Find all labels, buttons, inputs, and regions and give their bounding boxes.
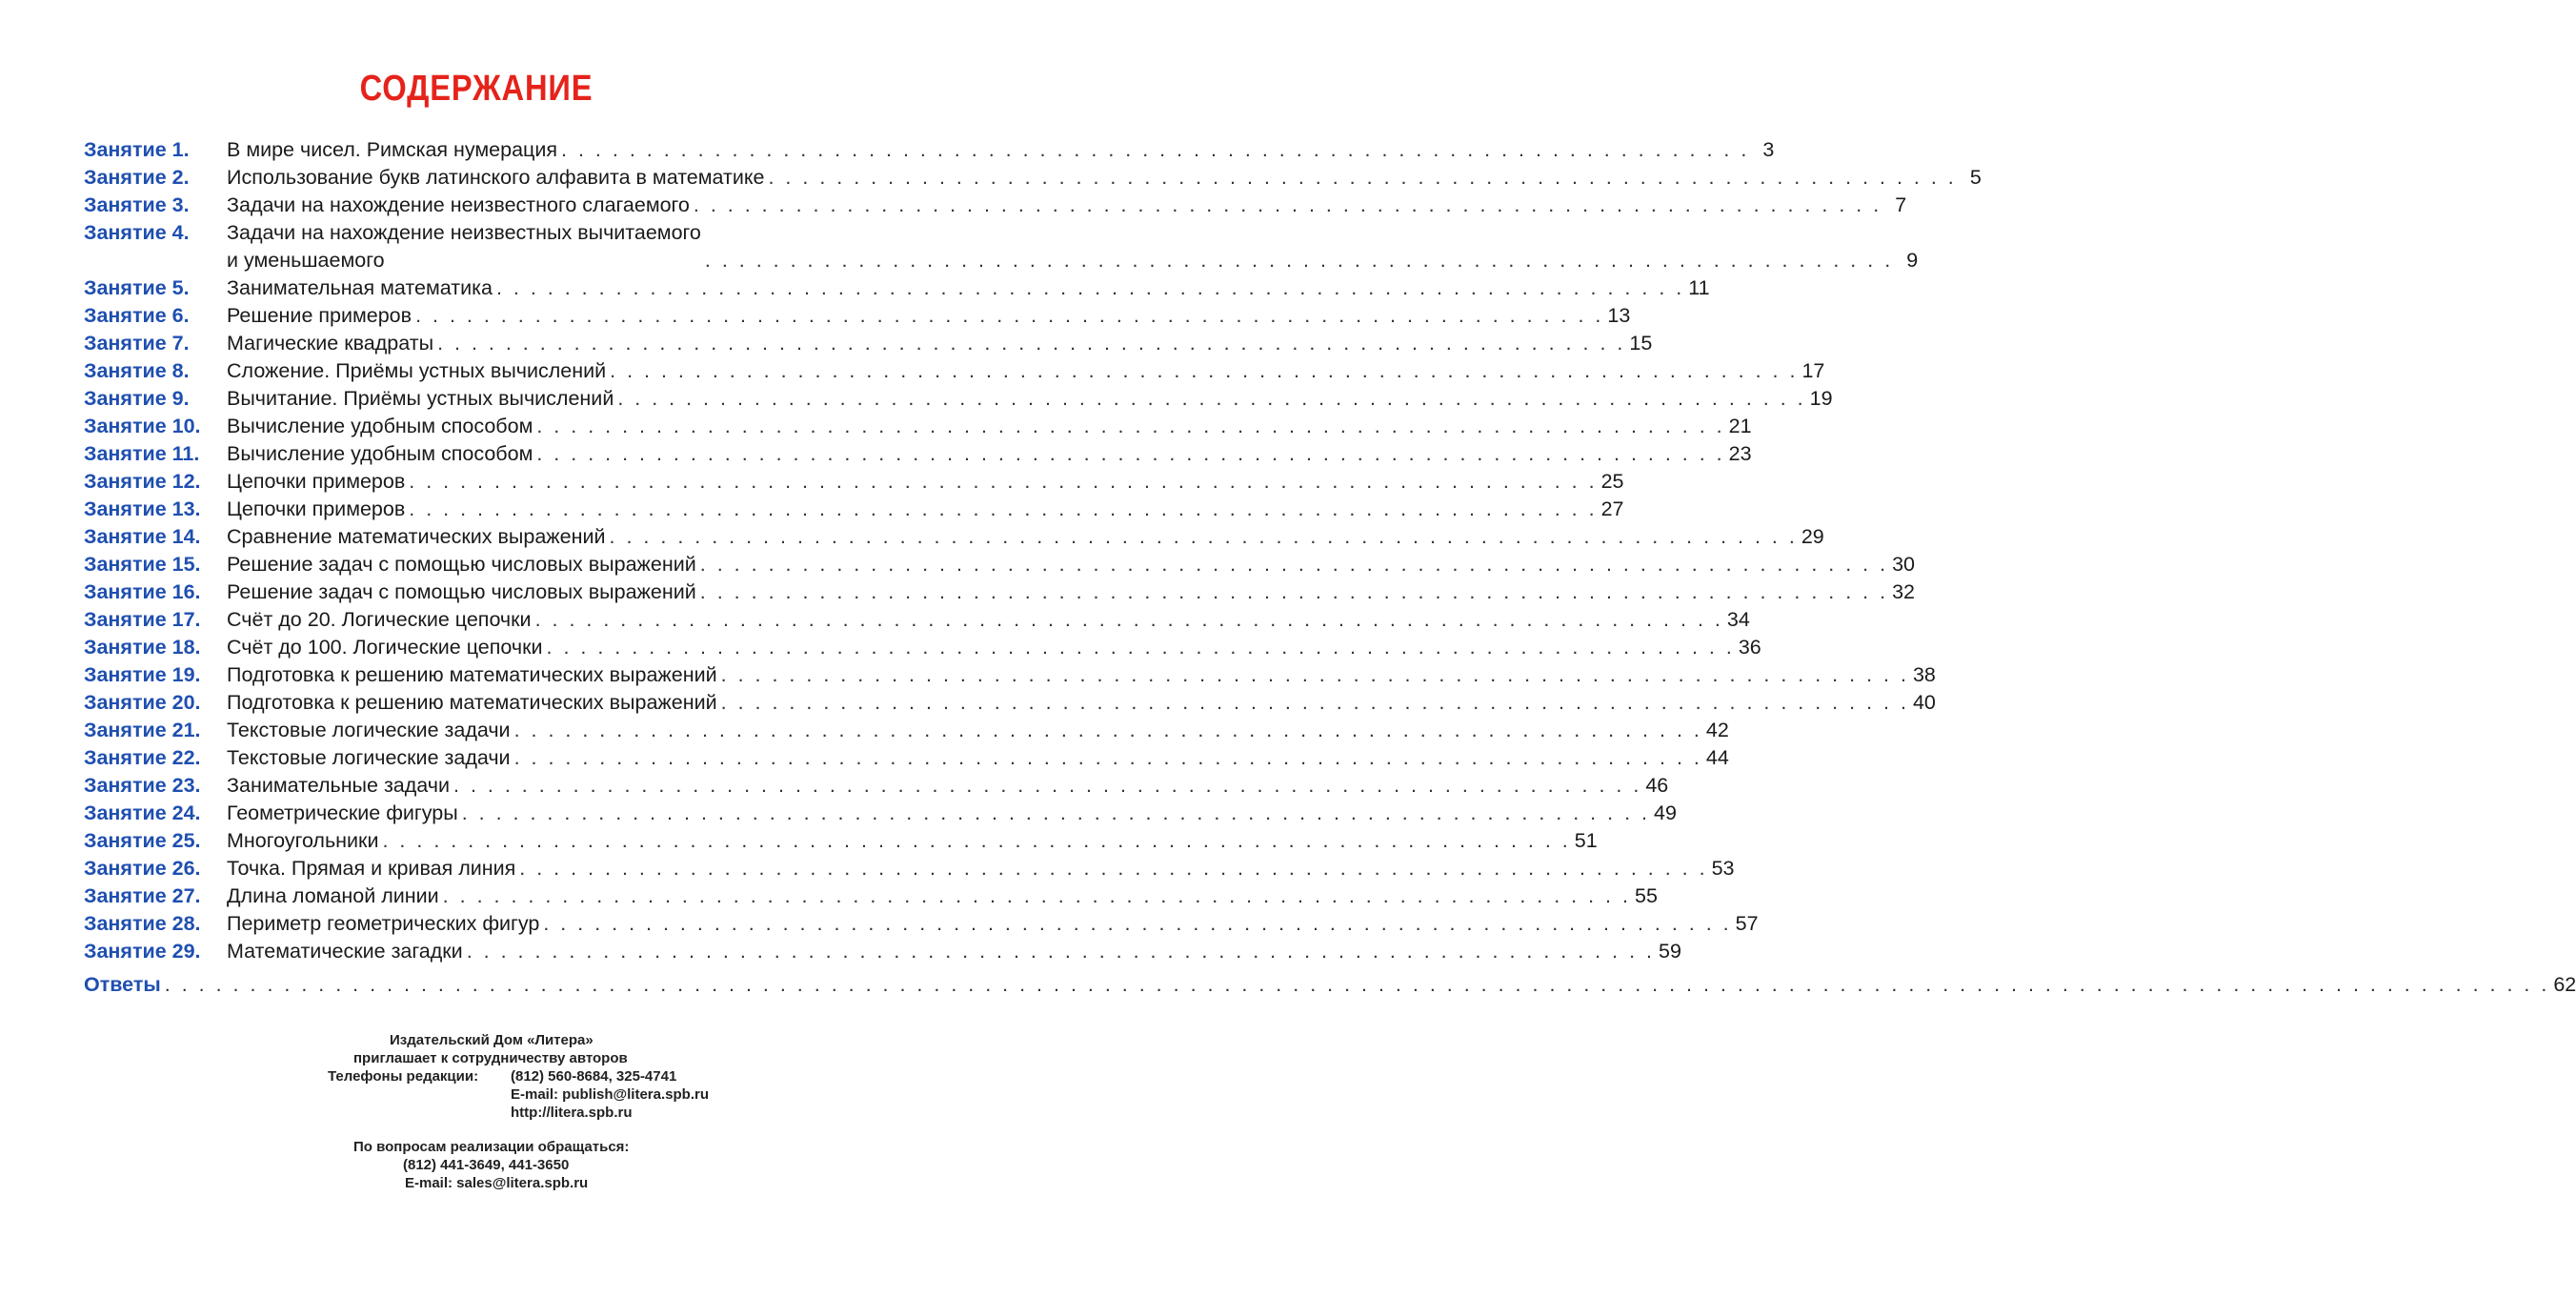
toc-leader-dots: . . . . . . . . . . . . . . . . . . . . . . . . . . . . . . . . . . . . . . . . . . . . . . . . . . . . . . . . . . . . . . . . . . . . . . [720, 663, 1909, 686]
phones-label: Телефоны редакции: [328, 1068, 479, 1085]
toc-topic: В мире чисел. Римская нумерация [227, 138, 558, 161]
toc-row[interactable] [84, 661, 1936, 689]
toc-page-number: 13 [1607, 304, 1631, 327]
toc-topic: Счёт до 100. Логические цепочки [227, 636, 543, 659]
toc-leader-dots: . . . . . . . . . . . . . . . . . . . . . . . . . . . . . . . . . . . . . . . . . . . . . . . . . . . . . . . . . . . . . . . . . . . . . . [382, 829, 1571, 852]
table-of-contents [84, 136, 2576, 999]
toc-lesson-number: Занятие 4. [84, 221, 190, 244]
toc-topic: Периметр геометрических фигур [227, 912, 540, 935]
toc-leader-dots: . . . . . . . . . . . . . . . . . . . . . . . . . . . . . . . . . . . . . . . . . . . . . . . . . . . . . . . . . . . . . . . . . . . . . . [495, 276, 1685, 299]
toc-row[interactable] [84, 800, 1677, 827]
toc-page-number: 5 [1969, 166, 1982, 189]
toc-page-number: 53 [1711, 857, 1735, 880]
toc-row[interactable] [84, 772, 1669, 800]
toc-topic: Вычитание. Приёмы устных вычислений [227, 387, 614, 410]
toc-row[interactable] [84, 302, 1631, 330]
toc-topic: Вычисление удобным способом [227, 442, 533, 465]
toc-page-number: 30 [1892, 553, 1916, 576]
toc-topic: Решение задач с помощью числовых выражений [227, 553, 696, 576]
toc-page-number: 27 [1600, 497, 1624, 520]
toc-lesson-number: Занятие 13. [84, 497, 201, 520]
toc-lesson-number: Занятие 3. [84, 193, 190, 216]
toc-row[interactable] [84, 468, 1624, 496]
toc-row[interactable] [84, 578, 1916, 606]
toc-leader-dots: . . . . . . . . . . . . . . . . . . . . . . . . . . . . . . . . . . . . . . . . . . . . . . . . . . . . . . . . . . . . . . . . . . . . . . [442, 884, 1631, 907]
toc-lesson-number: Занятие 17. [84, 608, 201, 631]
toc-topic-continued: и уменьшаемого [227, 249, 385, 272]
publisher-invite: приглашает к сотрудничеству авторов [353, 1050, 628, 1066]
sales-phones: (812) 441-3649, 441-3650 [403, 1157, 570, 1173]
toc-page-number: 32 [1892, 580, 1916, 603]
toc-page-number: 7 [1895, 193, 1907, 216]
toc-row[interactable] [84, 910, 1759, 938]
toc-page-number: 62 [2553, 973, 2576, 996]
toc-leader-dots: . . . . . . . . . . . . . . . . . . . . . . . . . . . . . . . . . . . . . . . . . . . . . . . . . . . . . . . . . . . . . . . . . . . . . . [609, 525, 1798, 548]
toc-lesson-number: Занятие 15. [84, 553, 201, 576]
toc-leader-dots: . . . . . . . . . . . . . . . . . . . . . . . . . . . . . . . . . . . . . . . . . . . . . . . . . . . . . . . . . . . . . . . . . . . . . . [415, 304, 1604, 327]
toc-row[interactable] [84, 192, 1907, 219]
toc-topic: Вычисление удобным способом [227, 415, 533, 437]
toc-topic: Цепочки примеров [227, 497, 406, 520]
toc-leader-dots: . . . . . . . . . . . . . . . . . . . . . . . . . . . . . . . . . . . . . . . . . . . . . . . . . . . . . . . . . . . . . . . . . . . . . . [699, 553, 1889, 576]
toc-page-number: 36 [1738, 636, 1761, 659]
toc-topic: Сравнение математических выражений [227, 525, 606, 548]
toc-lesson-number: Занятие 25. [84, 829, 201, 852]
toc-row[interactable] [84, 634, 1761, 661]
toc-lesson-number: Занятие 20. [84, 691, 201, 714]
toc-topic: Магические квадраты [227, 332, 434, 355]
toc-lesson-number: Занятие 2. [84, 166, 190, 189]
toc-leader-dots: . . . . . . . . . . . . . . . . . . . . . . . . . . . . . . . . . . . . . . . . . . . . . . . . . . . . . . . . . . . . . . . . . . . . . . [536, 415, 1725, 437]
toc-topic: Многоугольники [227, 829, 379, 852]
toc-topic: Цепочки примеров [227, 470, 406, 493]
toc-lesson-number: Занятие 11. [84, 442, 200, 465]
toc-topic: Счёт до 20. Логические цепочки [227, 608, 532, 631]
toc-row[interactable] [84, 606, 1750, 634]
toc-lesson-number: Занятие 12. [84, 470, 201, 493]
toc-row[interactable] [84, 136, 1775, 164]
toc-topic: Занимательные задачи [227, 774, 451, 797]
toc-leader-dots: . . . . . . . . . . . . . . . . . . . . . . . . . . . . . . . . . . . . . . . . . . . . . . . . . . . . . . . . . . . . . . . . . . . . . . [720, 691, 1909, 714]
toc-leader-dots: . . . . . . . . . . . . . . . . . . . . . . . . . . . . . . . . . . . . . . . . . . . . . . . . . . . . . . . . . . . . . . . . . . . . . . [437, 332, 1626, 355]
toc-row[interactable] [84, 717, 1729, 744]
toc-page-number: 55 [1634, 884, 1658, 907]
page-title: СОДЕРЖАНИЕ [359, 69, 594, 109]
toc-lesson-number: Занятие 8. [84, 359, 190, 382]
toc-leader-dots: . . . . . . . . . . . . . . . . . . . . . . . . . . . . . . . . . . . . . . . . . . . . . . . . . . . . . . . . . . . . . . . . . . . . . . . . . . . . . . . . . . . . . . . . . . . . . . . . . . . . . . . . . . . . . . . . . . . . . . . . . . . . . . . . . . . . . . . . . . . . [164, 973, 2550, 996]
toc-topic: Текстовые логические задачи [227, 719, 511, 741]
toc-lesson-number: Занятие 28. [84, 912, 201, 935]
toc-lesson-number: Занятие 10. [84, 415, 201, 437]
toc-page-number: 40 [1912, 691, 1936, 714]
toc-page-number: 34 [1726, 608, 1750, 631]
toc-lesson-number: Занятие 19. [84, 663, 201, 686]
toc-row[interactable] [84, 744, 1729, 772]
toc-row[interactable] [84, 827, 1598, 855]
toc-topic: Текстовые логические задачи [227, 746, 511, 769]
toc-page-number: 11 [1688, 276, 1710, 299]
sales-email: E-mail: sales@litera.spb.ru [405, 1175, 589, 1191]
toc-row[interactable] [84, 164, 1982, 192]
sales-label: По вопросам реализации обращаться: [353, 1139, 630, 1155]
toc-leader-dots: . . . . . . . . . . . . . . . . . . . . . . . . . . . . . . . . . . . . . . . . . . . . . . . . . . . . . . . . . . . . . . . . . . . . . . [453, 774, 1642, 797]
toc-page-number: 25 [1600, 470, 1624, 493]
toc-leader-dots: . . . . . . . . . . . . . . . . . . . . . . . . . . . . . . . . . . . . . . . . . . . . . . . . . . . . . . . . . . . . . . . . . . . . . . [561, 138, 1750, 161]
toc-row[interactable] [84, 219, 1919, 274]
toc-lesson-number: Занятие 16. [84, 580, 201, 603]
toc-topic: Подготовка к решению математических выражений [227, 663, 717, 686]
toc-lesson-number: Занятие 5. [84, 276, 190, 299]
toc-topic: Длина ломаной линии [227, 884, 439, 907]
toc-leader-dots: . . . . . . . . . . . . . . . . . . . . . . . . . . . . . . . . . . . . . . . . . . . . . . . . . . . . . . . . . . . . . . . . . . . . . . [699, 580, 1889, 603]
toc-lesson-number: Занятие 24. [84, 801, 201, 824]
toc-topic: Решение задач с помощью числовых выражений [227, 580, 696, 603]
toc-topic: Использование букв латинского алфавита в математике [227, 166, 765, 189]
toc-page-number: 15 [1629, 332, 1653, 355]
toc-leader-dots: . . . . . . . . . . . . . . . . . . . . . . . . . . . . . . . . . . . . . . . . . . . . . . . . . . . . . . . . . . . . . . . . . . . . . . [513, 719, 1702, 741]
toc-row[interactable] [84, 689, 1936, 717]
toc-page-number: 51 [1574, 829, 1598, 852]
toc-row-answers[interactable] [84, 971, 2576, 999]
toc-topic: Подготовка к решению математических выражений [227, 691, 717, 714]
phones-value: (812) 560-8684, 325-4741 [511, 1068, 677, 1085]
publisher-email: E-mail: publish@litera.spb.ru [511, 1086, 709, 1103]
publisher-site: http://litera.spb.ru [511, 1105, 633, 1121]
toc-leader-dots: . . . . . . . . . . . . . . . . . . . . . . . . . . . . . . . . . . . . . . . . . . . . . . . . . . . . . . . . . . . . . . . . . . . . . . [543, 912, 1732, 935]
toc-leader-dots: . . . . . . . . . . . . . . . . . . . . . . . . . . . . . . . . . . . . . . . . . . . . . . . . . . . . . . . . . . . . . . . . . . . . . . [693, 193, 1882, 216]
toc-page-number: 46 [1645, 774, 1669, 797]
toc-leader-dots: . . . . . . . . . . . . . . . . . . . . . . . . . . . . . . . . . . . . . . . . . . . . . . . . . . . . . . . . . . . . . . . . . . . . . . [513, 746, 1702, 769]
toc-topic: Задачи на нахождение неизвестного слагаемого [227, 193, 690, 216]
toc-page-number: 42 [1705, 719, 1729, 741]
toc-page-number: 57 [1735, 912, 1759, 935]
toc-page-number: 49 [1654, 801, 1677, 824]
toc-topic: Точка. Прямая и кривая линия [227, 857, 516, 880]
toc-row[interactable] [84, 938, 1681, 965]
toc-page-number: 19 [1809, 387, 1833, 410]
toc-page-number: 29 [1801, 525, 1824, 548]
toc-page-number: 38 [1912, 663, 1936, 686]
toc-row[interactable] [84, 882, 1658, 910]
toc-topic: Занимательная математика [227, 276, 493, 299]
toc-row[interactable] [84, 496, 1624, 523]
toc-lesson-number: Занятие 27. [84, 884, 201, 907]
toc-leader-dots: . . . . . . . . . . . . . . . . . . . . . . . . . . . . . . . . . . . . . . . . . . . . . . . . . . . . . . . . . . . . . . . . . . . . . . [610, 359, 1799, 382]
toc-leader-dots: . . . . . . . . . . . . . . . . . . . . . . . . . . . . . . . . . . . . . . . . . . . . . . . . . . . . . . . . . . . . . . . . . . . . . . [704, 249, 1894, 272]
toc-leader-dots: . . . . . . . . . . . . . . . . . . . . . . . . . . . . . . . . . . . . . . . . . . . . . . . . . . . . . . . . . . . . . . . . . . . . . . [461, 801, 1650, 824]
toc-leader-dots: . . . . . . . . . . . . . . . . . . . . . . . . . . . . . . . . . . . . . . . . . . . . . . . . . . . . . . . . . . . . . . . . . . . . . . [536, 442, 1725, 465]
toc-row[interactable] [84, 385, 1833, 413]
toc-page-number: 9 [1906, 249, 1919, 272]
toc-topic: Решение примеров [227, 304, 413, 327]
toc-row[interactable] [84, 413, 1752, 440]
toc-topic: Математические загадки [227, 940, 463, 963]
toc-page-number: 3 [1762, 138, 1775, 161]
toc-leader-dots: . . . . . . . . . . . . . . . . . . . . . . . . . . . . . . . . . . . . . . . . . . . . . . . . . . . . . . . . . . . . . . . . . . . . . . [409, 497, 1598, 520]
toc-lesson-number: Занятие 23. [84, 774, 201, 797]
toc-leader-dots: . . . . . . . . . . . . . . . . . . . . . . . . . . . . . . . . . . . . . . . . . . . . . . . . . . . . . . . . . . . . . . . . . . . . . . [519, 857, 1708, 880]
toc-topic: Геометрические фигуры [227, 801, 458, 824]
toc-lesson-number: Занятие 6. [84, 304, 190, 327]
publisher-name: Издательский Дом «Литера» [390, 1032, 594, 1048]
toc-row[interactable] [84, 274, 1710, 302]
toc-leader-dots: . . . . . . . . . . . . . . . . . . . . . . . . . . . . . . . . . . . . . . . . . . . . . . . . . . . . . . . . . . . . . . . . . . . . . . [466, 940, 1655, 963]
toc-lesson-number: Занятие 1. [84, 138, 190, 161]
toc-leader-dots: . . . . . . . . . . . . . . . . . . . . . . . . . . . . . . . . . . . . . . . . . . . . . . . . . . . . . . . . . . . . . . . . . . . . . . [617, 387, 1806, 410]
toc-topic: Сложение. Приёмы устных вычислений [227, 359, 607, 382]
toc-lesson-number: Занятие 9. [84, 387, 190, 410]
toc-lesson-number: Занятие 26. [84, 857, 201, 880]
toc-leader-dots: . . . . . . . . . . . . . . . . . . . . . . . . . . . . . . . . . . . . . . . . . . . . . . . . . . . . . . . . . . . . . . . . . . . . . . [768, 166, 1957, 189]
toc-leader-dots: . . . . . . . . . . . . . . . . . . . . . . . . . . . . . . . . . . . . . . . . . . . . . . . . . . . . . . . . . . . . . . . . . . . . . . [409, 470, 1598, 493]
toc-lesson-number: Занятие 29. [84, 940, 201, 963]
toc-leader-dots: . . . . . . . . . . . . . . . . . . . . . . . . . . . . . . . . . . . . . . . . . . . . . . . . . . . . . . . . . . . . . . . . . . . . . . [534, 608, 1723, 631]
toc-lesson-number: Занятие 7. [84, 332, 190, 355]
toc-lesson-number: Занятие 21. [84, 719, 201, 741]
toc-leader-dots: . . . . . . . . . . . . . . . . . . . . . . . . . . . . . . . . . . . . . . . . . . . . . . . . . . . . . . . . . . . . . . . . . . . . . . [546, 636, 1735, 659]
toc-page-number: 59 [1659, 940, 1681, 963]
toc-lesson-number: Занятие 22. [84, 746, 201, 769]
toc-row[interactable] [84, 440, 1752, 468]
toc-row[interactable] [84, 357, 1825, 385]
toc-topic: Задачи на нахождение неизвестных вычитаемого [227, 221, 701, 244]
toc-page-number: 17 [1801, 359, 1825, 382]
toc-page-number: 23 [1728, 442, 1752, 465]
toc-lesson-number: Занятие 14. [84, 525, 201, 548]
toc-page-number: 21 [1728, 415, 1752, 437]
toc-lesson-number: Занятие 18. [84, 636, 201, 659]
answers-label: Ответы [84, 973, 161, 996]
toc-row[interactable] [84, 523, 1824, 551]
toc-row[interactable] [84, 551, 1916, 578]
toc-row[interactable] [84, 330, 1653, 357]
toc-page-number: 44 [1705, 746, 1729, 769]
toc-row[interactable] [84, 855, 1735, 882]
